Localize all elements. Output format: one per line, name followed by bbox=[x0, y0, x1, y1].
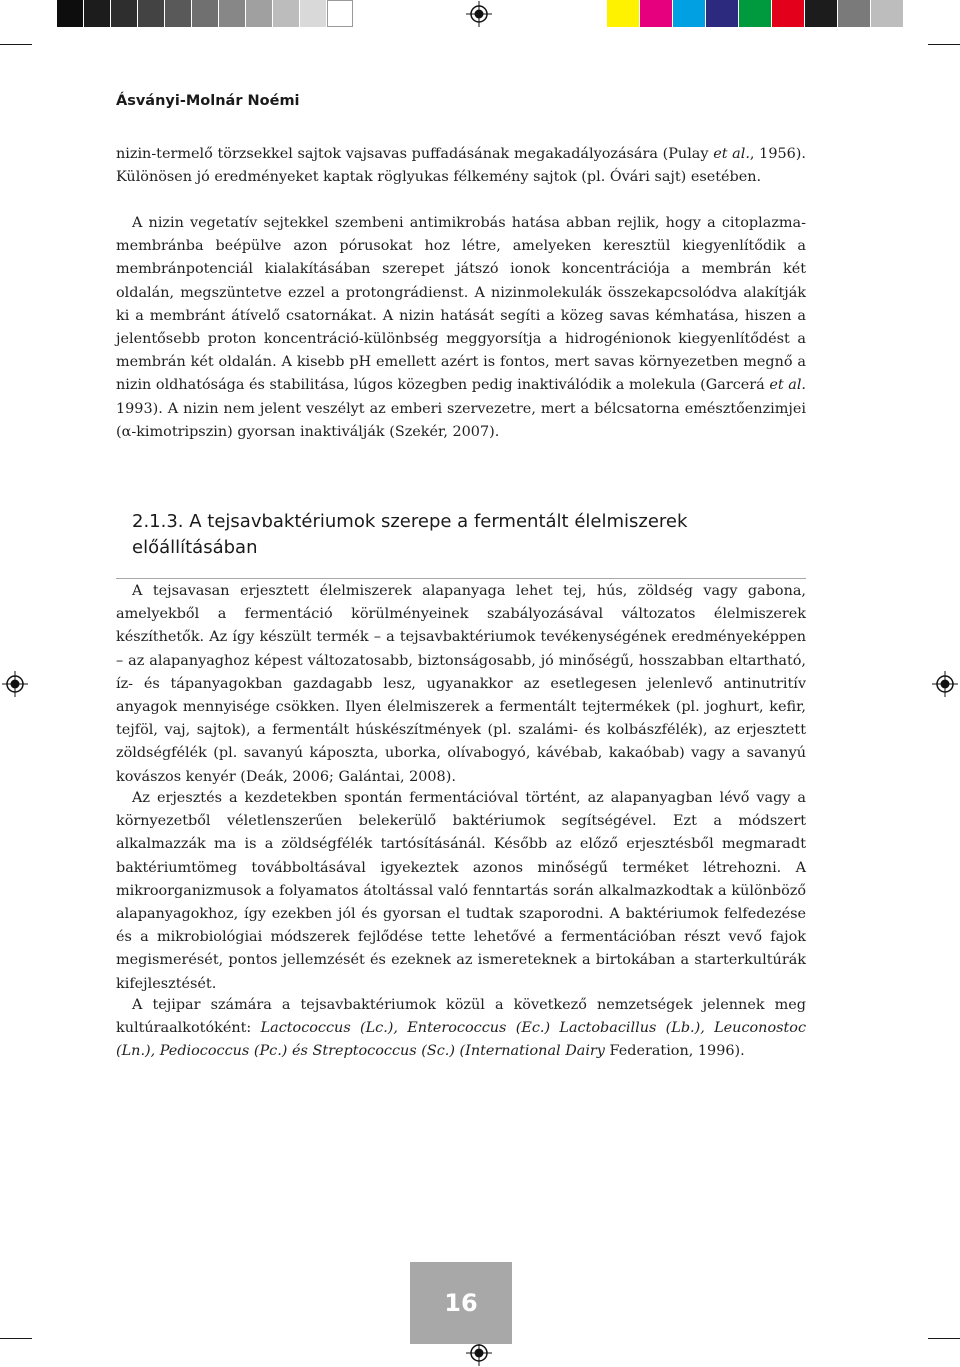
gray-swatch bbox=[111, 0, 137, 27]
gray-swatch bbox=[57, 0, 83, 27]
page-number: 16 bbox=[444, 1289, 478, 1317]
text-run: , 1956). Különösen jó eredményeket kaptak röglyukas félkemény sajtok (pl. Óvári sajt) esetében. bbox=[116, 146, 806, 186]
gray-swatch bbox=[165, 0, 191, 27]
color-swatch bbox=[640, 0, 672, 27]
text-run: Federation, 1996). bbox=[604, 1043, 745, 1060]
gray-swatch bbox=[327, 0, 353, 27]
section-divider bbox=[116, 578, 806, 579]
color-swatch bbox=[805, 0, 837, 27]
italic-genus-list: Lactococcus (Lc.), Enterococcus (Ec.) Lactobacillus (Lb.), Leuconostoc (Ln.), Pediococcus (Pc.) és Streptococcus (Sc.) (International Dairy bbox=[116, 1020, 806, 1060]
gray-swatch bbox=[138, 0, 164, 27]
color-swatch bbox=[607, 0, 639, 27]
gray-swatch bbox=[192, 0, 218, 27]
italic-et-al: et al. bbox=[769, 377, 806, 394]
paragraph-fermentation-history: Az erjesztés a kezdetekben spontán fermentációval történt, az alapanyagban lévő vagy a környezetből véletlenszerűen belekerülő baktériumok segítségével. Ezt a módszert alkalmazzák ma is a zöldségfélék tartósításánál. Később az előző erjesztésből megmaradt baktériumtömeg továbboltásával igyekeztek azonos minőségű terméket létrehozni. A mikroorganizmusok a folyamatos átoltással való fenntartás során alkalmazkodtak a különböző alapanyagokhoz, így ezekben jól és gyorsan el tudtak szaporodni. A baktériumok felfedezése és a mikrobiológiai módszerek fejlődése tette lehetővé a fermentációban részt vevő fajok megismerését, pontos jellemzését és ezeknek az ismereteknek a birtokában a starterkultúrák kifejlesztését. bbox=[116, 790, 806, 992]
registration-mark-right-icon bbox=[932, 671, 958, 697]
paragraph-continued bbox=[116, 143, 806, 189]
registration-mark-left-icon bbox=[2, 671, 28, 697]
text-run: A tejipar számára a tejsavbaktériumok közül a következő nemzetségek jelennek meg kultúraalkotóként: bbox=[116, 997, 806, 1037]
color-swatch bbox=[706, 0, 738, 27]
italic-et-al: et al. bbox=[713, 146, 750, 162]
crop-mark-top-left bbox=[0, 44, 32, 45]
text-run: 1993). A nizin nem jelent veszélyt az emberi szervezetre, mert a bélcsatorna emésztőenzimjei (α-kimotripszin) gyorsan inaktiválják (Szekér, 2007). bbox=[116, 400, 806, 440]
paragraph-dairy-genera bbox=[116, 994, 806, 1064]
gray-swatch bbox=[84, 0, 110, 27]
color-swatch bbox=[739, 0, 771, 27]
color-swatch bbox=[772, 0, 804, 27]
color-swatch bbox=[838, 0, 870, 27]
crop-mark-top-right bbox=[928, 44, 960, 45]
text-run: A nizin vegetatív sejtekkel szembeni antimikrobás hatása abban rejlik, hogy a citoplazma-membránba beépülve azon pórusokat hoz létre, amelyeken keresztül kiegyenlítődik a membránpotenciál kialakításában szerepet játszó ionok koncentrációja a membrán két oldalán, megszüntetve ezzel a protongrádienst. A nizinmolekulák összekapcsolódva alakítják ki a membránt átívelő csatornákat. A nizin hatását segíti a közeg savas kémhatása, hiszen a jelentősebb proton koncentráció-különbség meggyorsítja a hidrogénionok kiegyenlítődést a membrán két oldalán. A kisebb pH emellett azért is fontos, mert savas környezetben megnő a nizin oldhatósága és stabilitása, lúgos közegben pedig inaktiválódik a molekula (Garcerá bbox=[116, 215, 806, 394]
color-swatch bbox=[871, 0, 903, 27]
paragraph-nizin bbox=[116, 212, 806, 444]
crop-mark-bottom-left bbox=[0, 1338, 32, 1339]
color-swatch bbox=[673, 0, 705, 27]
running-header-author: Ásványi-Molnár Noémi bbox=[116, 93, 300, 109]
gray-swatch bbox=[300, 0, 326, 27]
gray-swatch bbox=[273, 0, 299, 27]
registration-mark-top-icon bbox=[466, 1, 492, 27]
section-heading: 2.1.3. A tejsavbaktériumok szerepe a fermentált élelmiszerek előállításában bbox=[132, 511, 688, 558]
gray-swatch bbox=[219, 0, 245, 27]
crop-mark-bottom-right bbox=[928, 1338, 960, 1339]
gray-swatch bbox=[246, 0, 272, 27]
page-number-box bbox=[410, 1262, 512, 1344]
text-run: nizin-termelő törzsekkel sajtok vajsavas puffadásának megakadályozására (Pulay bbox=[116, 146, 714, 162]
paragraph-fermented-foods: A tejsavasan erjesztett élelmiszerek alapanyaga lehet tej, hús, zöldség vagy gabona, amelyekből a fermentáció körülményeinek szabályozásával változatos élelmiszerek készíthetők. Az így készült termék – a tejsavbaktériumok tevékenységének eredményeképpen – az alapanyaghoz képest változatosabb, biztonságosabb, jó minőségű, hosszabban eltartható, íz- és tápanyagokban gazdagabb lesz, ugyanakkor az esetlegesen jelenlevő antinutritív anyagok mennyisége csökken. Ilyen élelmiszerek a fermentált tejtermékek (pl. joghurt, kefir, tejföl, vaj, sajtok), a fermentált húskészítmények (pl. szalámi- és kolbászfélék), az erjesztett zöldségfélék (pl. savanyú káposzta, uborka, olívabogyó, kávébab, kakaóbab) vagy a savanyú kovászos kenyér (Deák, 2006; Galántai, 2008). bbox=[116, 583, 806, 785]
